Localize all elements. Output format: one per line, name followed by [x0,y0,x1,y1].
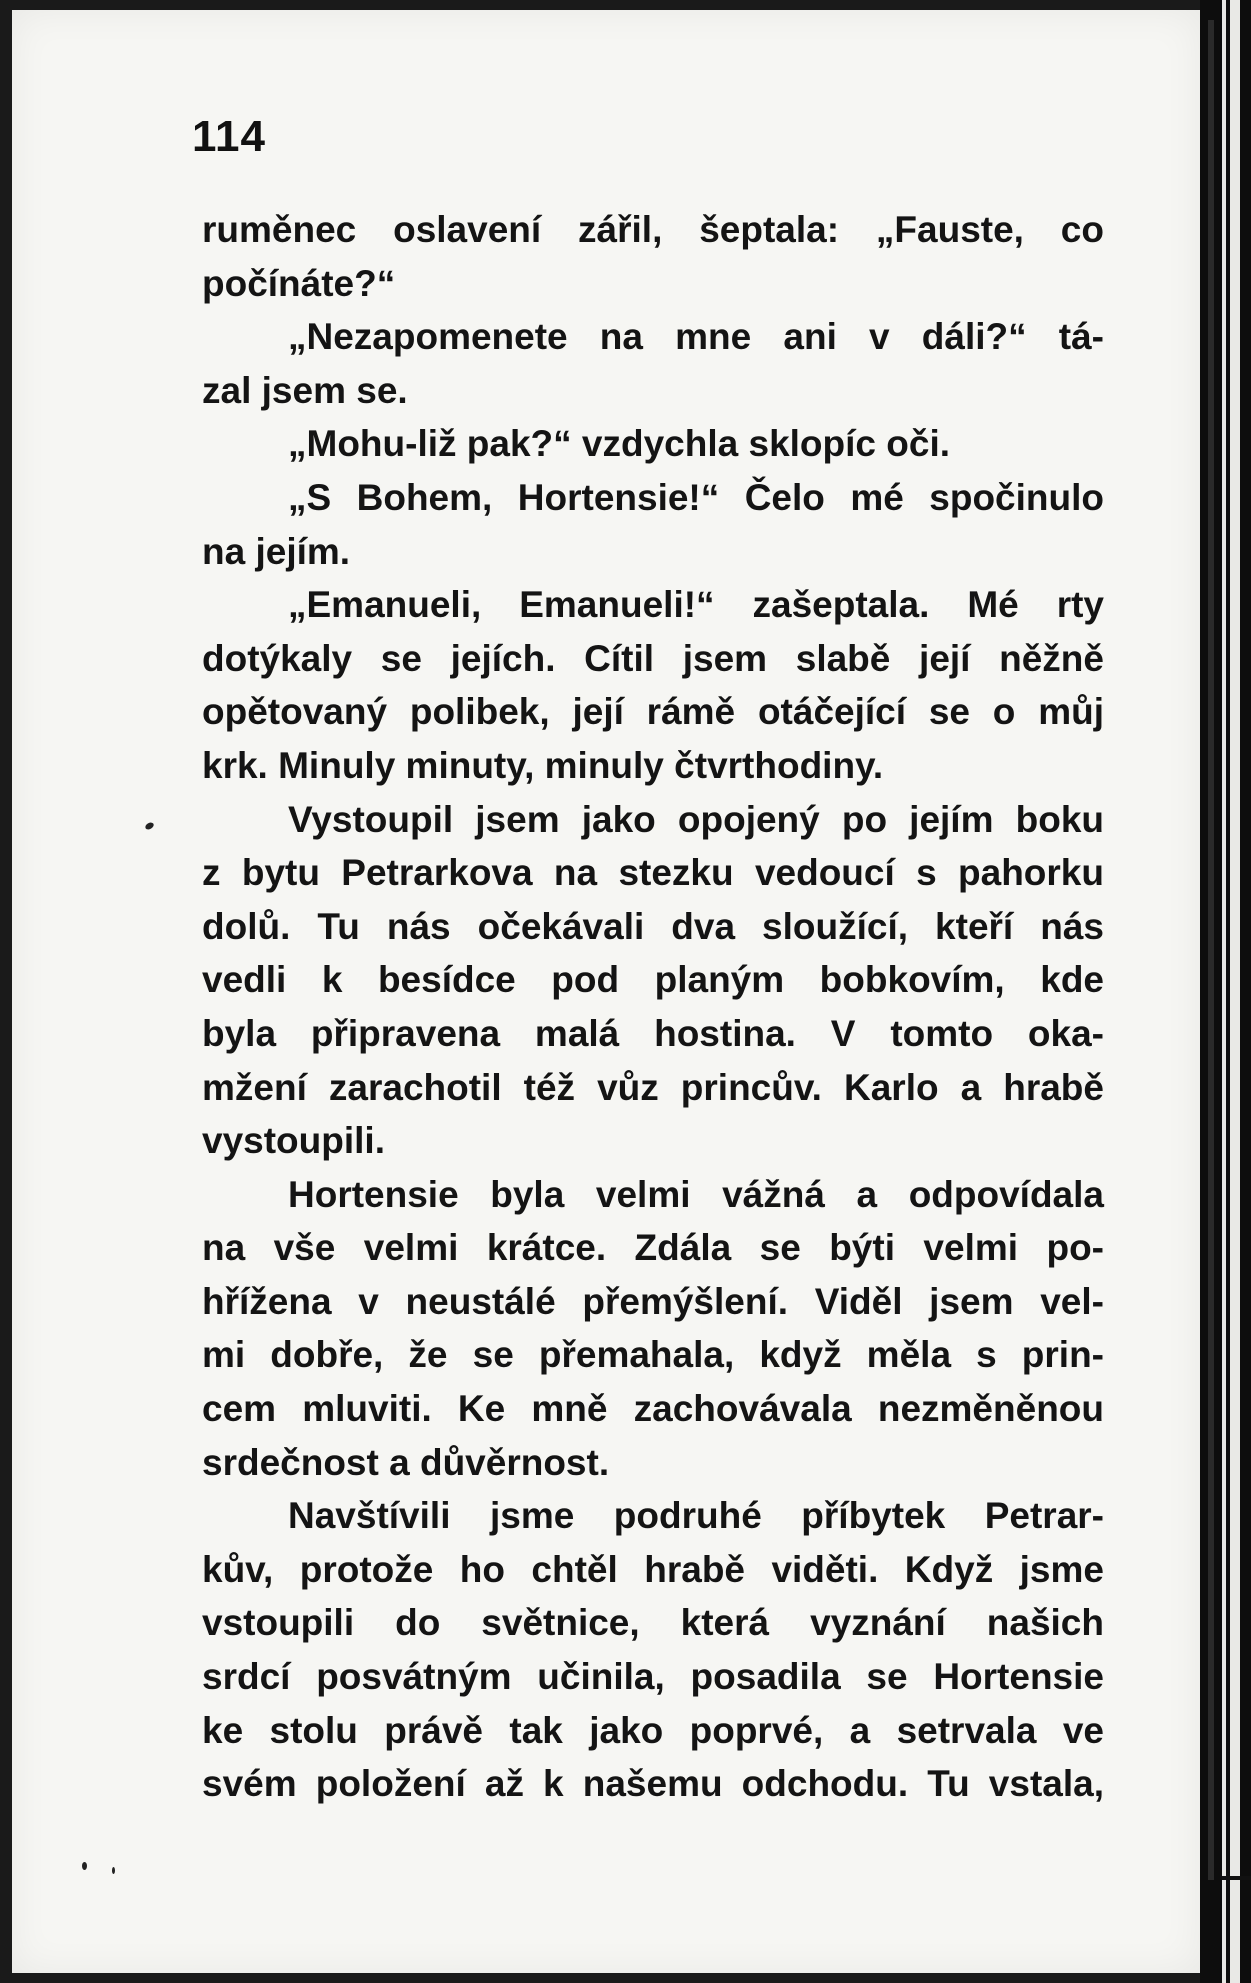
text-line: srdečnost a důvěrnost. [202,1441,610,1483]
text-line: opětovaný polibek, její rámě otáčející se o můj [202,691,1104,733]
text-line: krk. Minuly minuty, minuly čtvrthodiny. [202,744,884,786]
text-line: svém položení až k našemu odchodu. Tu vstala, [202,1763,1104,1805]
text-line: kův, protože ho chtěl hrabě viděti. Když jsme [202,1548,1104,1590]
text-line: ke stolu právě tak jako poprvé, a setrvala ve [202,1709,1104,1751]
text-line: cem mluviti. Ke mně zachovávala nezměněnou [202,1388,1104,1430]
text-line: „Nezapomenete na mne ani v dáli?“ tá- [288,316,1104,358]
text-line: „Emanueli, Emanueli!“ zašeptala. Mé rty [288,584,1104,626]
text-line: vstoupili do světnice, která vyznání našich [202,1602,1104,1644]
text-line: dolů. Tu nás očekávali dva sloužící, kteří nás [202,905,1104,947]
text-line: ruměnec oslavení zářil, šeptala: „Fauste, co [202,209,1104,250]
text-line: z bytu Petrarkova na stezku vedoucí s pahorku [202,852,1104,894]
text-line: na vše velmi krátce. Zdála se býti velmi po- [202,1227,1104,1269]
text-line: Navštívili jsme podruhé příbytek Petrar- [288,1495,1104,1537]
text-line: „Mohu-liž pak?“ vzdychla sklopíc oči. [288,423,951,465]
page-number: 114 [192,112,266,161]
page-edge-shadow [1208,20,1214,1880]
text-line: počínáte?“ [202,262,396,304]
body-text [202,203,1104,1811]
text-line: Vystoupil jsem jako opojený po jejím boku [288,798,1104,840]
page-edge-mark [1222,1876,1251,1880]
text-line: srdcí posvátným učinila, posadila se Hortensie [202,1656,1104,1698]
text-line: Hortensie byla velmi vážná a odpovídala [288,1173,1104,1215]
text-line: mžení zarachotil též vůz princův. Karlo a hrabě [202,1066,1104,1108]
ink-speck [82,1862,87,1870]
text-line: dotýkaly se jejích. Cítil jsem slabě její něžně [202,637,1104,679]
text-line: byla připravena malá hostina. V tomto oka- [202,1012,1104,1054]
text-line: zal jsem se. [202,369,408,411]
adjacent-page-edge [1222,0,1240,1983]
text-line: mi dobře, že se přemahala, když měla s prin- [202,1334,1104,1376]
ink-speck [112,1867,115,1874]
page-gutter [1200,0,1251,1983]
text-line: hřížena v neustálé přemýšlení. Viděl jsem vel- [202,1280,1104,1322]
text-line: vedli k besídce pod planým bobkovím, kde [202,959,1104,1001]
text-line: na jejím. [202,530,351,572]
text-line: „S Bohem, Hortensie!“ Čelo mé spočinulo [288,476,1104,518]
text-line: vystoupili. [202,1120,385,1162]
